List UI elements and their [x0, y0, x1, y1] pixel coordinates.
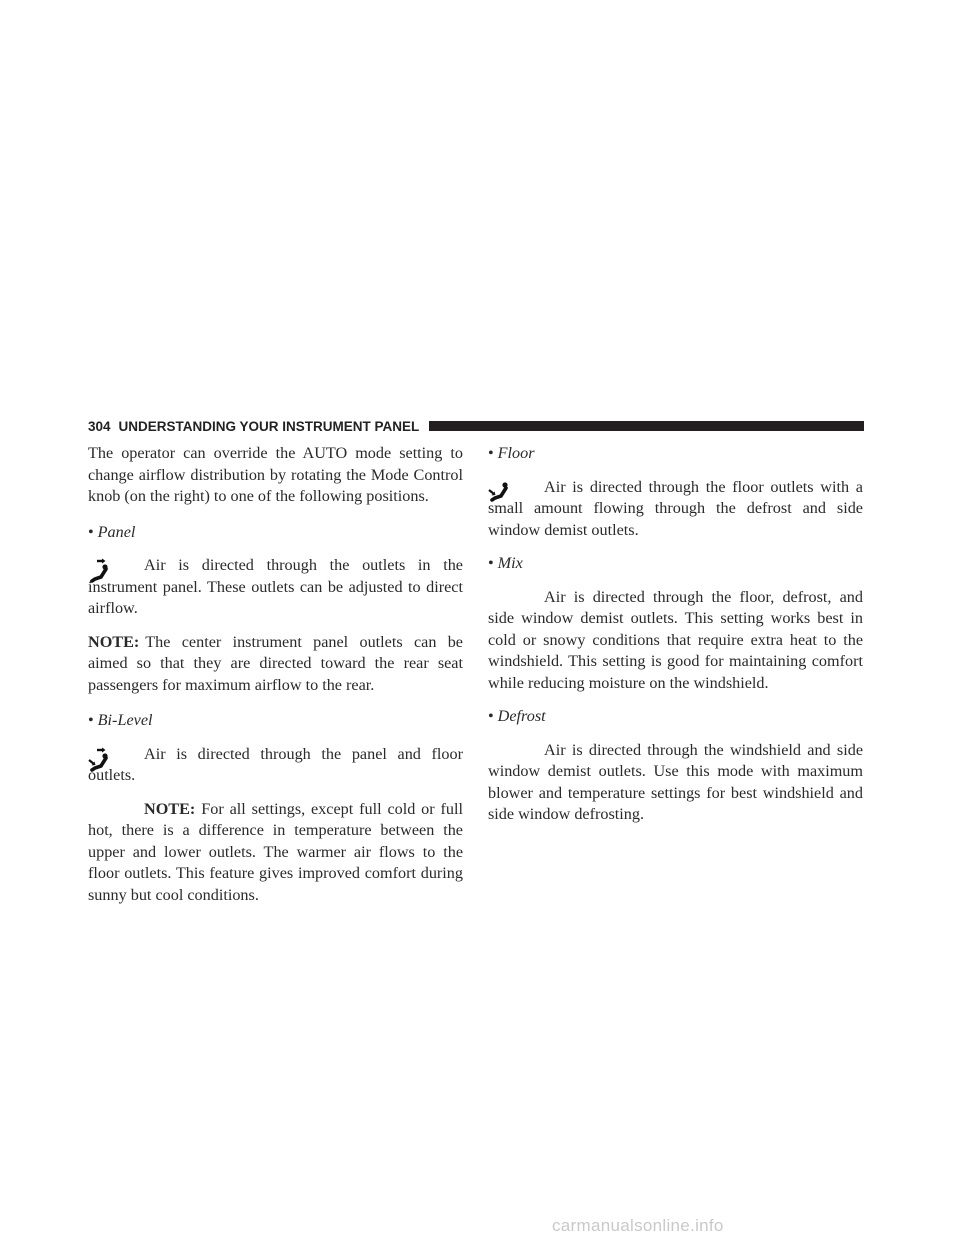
- bilevel-item: [88, 744, 463, 787]
- panel-item: [88, 555, 463, 620]
- bullet: •: [88, 522, 94, 541]
- defrost-description: Air is directed through the windshield and side window demist outlets. Use this mode with maximum blower and temperature settings for best windshield and side window defrosting.: [488, 740, 863, 823]
- floor-description: Air is directed through the floor outlets with a small amount flowing through the defrost and side window demist outlets.: [488, 477, 863, 539]
- right-column: [488, 443, 863, 838]
- floor-heading: [488, 443, 863, 465]
- defrost-item: [488, 740, 863, 826]
- panel-heading: [88, 522, 463, 544]
- floor-airflow-icon: [488, 479, 514, 505]
- floor-title: Floor: [497, 444, 535, 462]
- defrost-heading: [488, 706, 863, 728]
- note-text: The center instrument panel outlets can be aimed so that they are directed toward the rear seat passengers for maximum airflow to the rear.: [88, 632, 463, 694]
- left-column: [88, 443, 463, 906]
- note-text: For all settings, except full cold or full hot, there is a difference in temperature between the upper and lower outlets. The warmer air flows to the floor outlets. This feature gives improved comfort during sunny but cool conditions.: [88, 799, 463, 904]
- panel-airflow-icon: [88, 557, 114, 583]
- bilevel-heading: [88, 710, 463, 732]
- bilevel-airflow-icon: [88, 746, 114, 772]
- page-number: 304: [88, 418, 111, 434]
- watermark: carmanualsonline.info: [552, 1216, 724, 1235]
- mix-item: [488, 587, 863, 695]
- bullet: •: [88, 711, 94, 729]
- mix-title: Mix: [497, 554, 523, 572]
- section-title: UNDERSTANDING YOUR INSTRUMENT PANEL: [118, 418, 420, 434]
- header-rule: [429, 421, 864, 431]
- note-2: [88, 799, 463, 907]
- panel-description: Air is directed through the outlets in the instrument panel. These outlets can be adjusted to direct airflow.: [88, 556, 463, 617]
- floor-item: [488, 477, 863, 542]
- note-1: [88, 632, 463, 697]
- bilevel-description: Air is directed through the panel and floor outlets.: [88, 744, 463, 784]
- mix-description: Air is directed through the floor, defrost, and side window demist outlets. This setting works best in cold or snowy conditions that require extra heat to the windshield. This setting is good for maintaining comfort while reducing moisture on the windshield.: [488, 587, 863, 692]
- mix-heading: [488, 553, 863, 575]
- intro-paragraph: The operator can override the AUTO mode setting to change airflow distribution by rotating the Mode Control knob (on the right) to one of the following positions.: [88, 444, 463, 505]
- page-header: [88, 416, 864, 436]
- bullet: •: [488, 554, 494, 572]
- note-label: NOTE:: [88, 632, 140, 651]
- defrost-title: Defrost: [497, 707, 546, 725]
- panel-title: Panel: [97, 522, 136, 541]
- bullet: •: [488, 444, 494, 462]
- note-label: NOTE:: [144, 799, 196, 818]
- bullet: •: [488, 707, 494, 725]
- bilevel-title: Bi-Level: [97, 711, 153, 729]
